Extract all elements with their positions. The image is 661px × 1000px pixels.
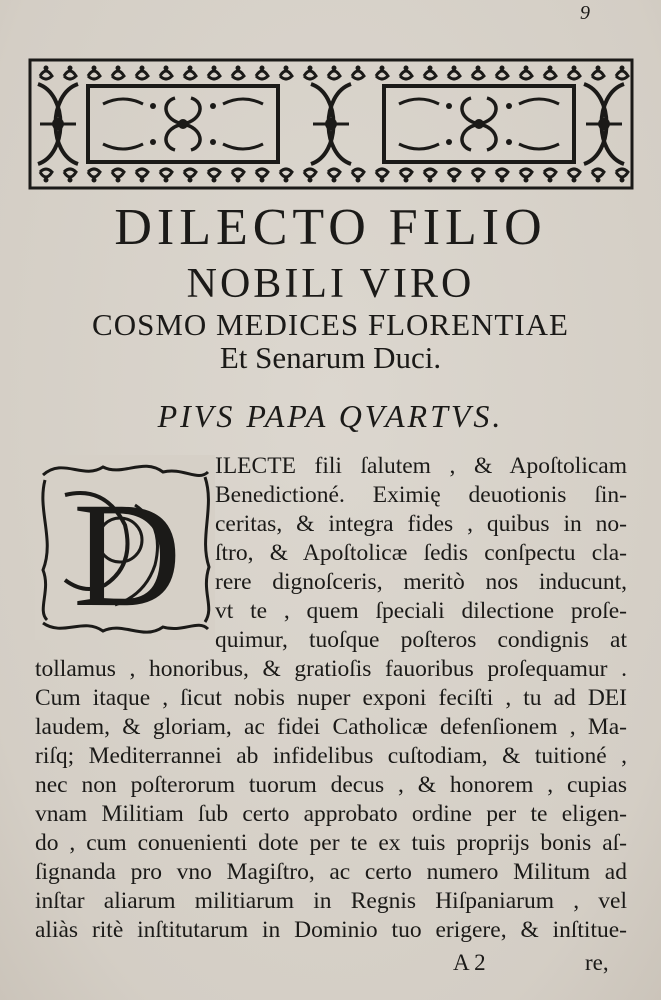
- text-line: do , cum conuenienti dote per te ex tuis proprijs bonis aſ-: [35, 830, 627, 856]
- text-line: Cum itaque , ſicut nobis nuper exponi feciſti , tu ad DEI: [35, 685, 627, 711]
- text-line: vnam Militiam ſub certo approbato ordine per te eligen-: [35, 801, 627, 827]
- text-line: quimur, tuoſque poſteros condignis at: [215, 627, 627, 653]
- signature-mark: A 2: [453, 950, 486, 975]
- body-text: [35, 452, 627, 945]
- text-line: tollamus , honoribus, & gratioſis fauoribus proſequamur .: [35, 656, 627, 682]
- text-line: nec non poſterorum tuorum decus , & honorem , cupias: [35, 772, 627, 798]
- text-line: ſtro, & Apoſtolicæ ſedis conſpectu cla-: [215, 540, 627, 566]
- catchword: re,: [585, 950, 609, 975]
- text-line: ſignanda pro vno Magiſtro, ac certo numero Militum ad: [35, 859, 627, 885]
- text-line: inſtar aliarum militiarum in Regnis Hiſpaniarum , vel: [35, 888, 627, 914]
- text-line: ILECTE fili ſalutem , & Apoſtolicam: [215, 453, 627, 479]
- heading-line-1: DILECTO FILIO: [114, 199, 547, 256]
- drop-cap-letter: D: [73, 472, 182, 638]
- heading-line-4: Et Senarum Duci.: [219, 340, 442, 375]
- text-line: laudem, & gloriam, ac fidei Catholicæ defenſionem , Ma-: [35, 714, 627, 740]
- text-line: Benedictioné. Eximię deuotionis ſin-: [215, 482, 627, 508]
- text-line: riſq; Mediterrannei ab infidelibus cuſtodiam, & tuitioné ,: [35, 743, 627, 769]
- heading-line-5: PIVS PAPA QVARTVS.: [157, 398, 504, 434]
- text-line: vt te , quem ſpeciali dilectione proſe-: [215, 598, 627, 624]
- woodcut-headpiece-ornament: [28, 58, 634, 190]
- text-line: rere dignoſceris, meritò nos inducunt,: [215, 569, 627, 595]
- heading-line-2: NOBILI VIRO: [186, 261, 475, 307]
- heading-line-3: COSMO MEDICES FLORENTIAE: [92, 307, 569, 342]
- text-line: aliàs ritè inſtitutarum in Dominio tuo erigere, & inſtitue-: [35, 917, 627, 943]
- text-line: ceritas, & integra fides , quibus in no-: [215, 511, 627, 537]
- page-number: 9: [580, 2, 590, 24]
